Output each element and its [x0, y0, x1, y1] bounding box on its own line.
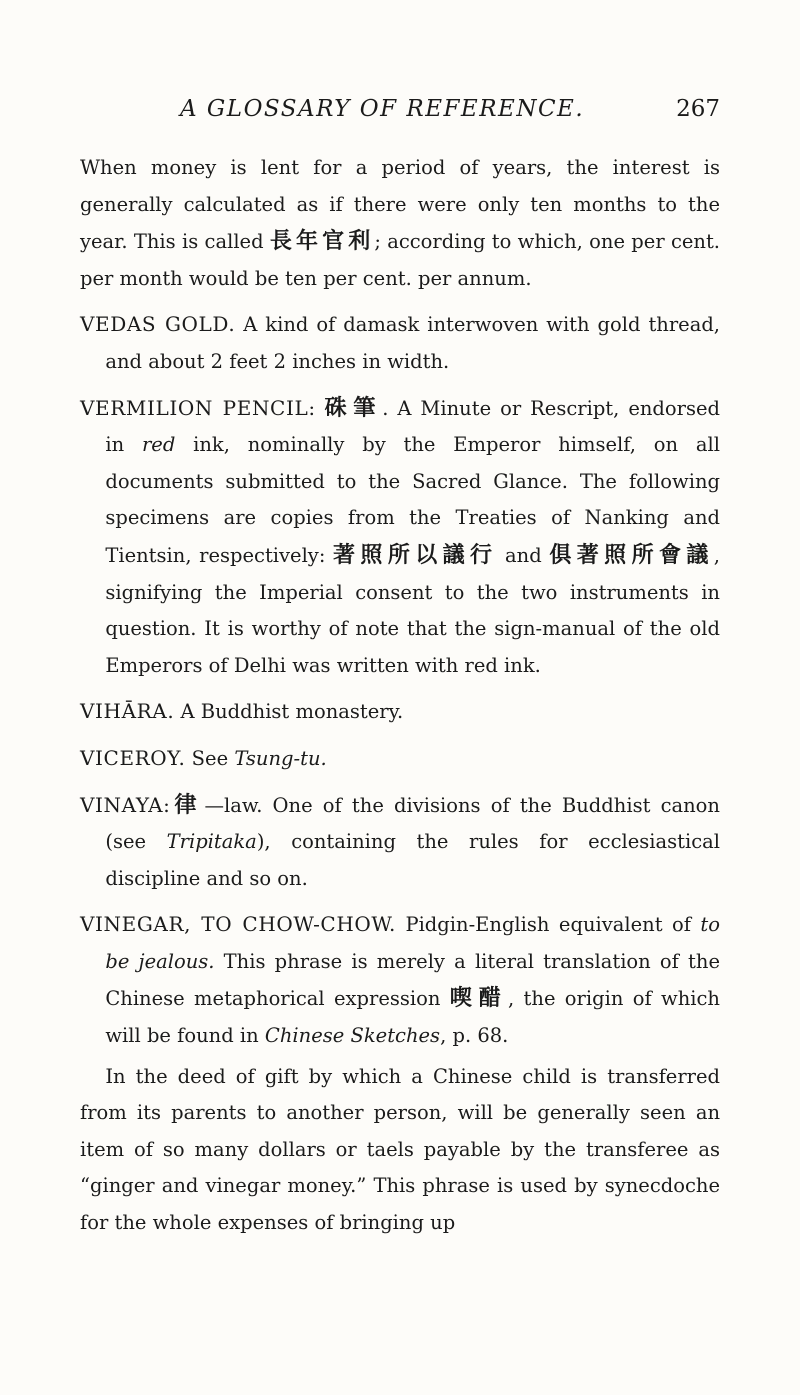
headword: VEDAS GOLD.	[80, 312, 236, 337]
italic-text: red	[141, 433, 176, 457]
page-number: 267	[676, 96, 720, 122]
chinese-characters: 長年官利	[269, 228, 375, 255]
italic-text: Tsung-tu.	[234, 746, 327, 770]
entry-vihara	[80, 693, 720, 731]
running-header	[180, 96, 720, 136]
text-run: , signifying the Imperial consent to the two instruments in question. It is worthy of note that the sign-manual of the old Emperors of Delhi was written with red ink.	[105, 543, 720, 677]
entry-vedas-gold	[80, 306, 720, 380]
entry-vinegar	[80, 906, 720, 1054]
headword: VERMILION PENCIL:	[80, 395, 316, 420]
entry-vinaya	[80, 787, 720, 898]
text-run: See	[185, 746, 235, 770]
text-run: A kind of damask interwoven with gold thread, and about 2 feet 2 inches in width.	[105, 313, 721, 373]
text-run: . A Minute or Rescript, endorsed in	[105, 396, 720, 457]
chinese-characters: 喫醋	[449, 985, 509, 1012]
text-run: This phrase is merely a literal translation of the Chinese metaphorical expression	[105, 949, 720, 1011]
headword: VINEGAR, TO CHOW-CHOW.	[80, 912, 396, 937]
text-run: In the deed of gift by which a Chinese child is transferred from its parents to another person, will be generally seen an item of so many dollars or taels payable by the transferee as “ginger and vinegar money.” This phrase is used by synecdoche for the whole expenses of bringing up	[80, 1064, 720, 1235]
italic-text: Chinese Sketches	[264, 1024, 441, 1048]
chinese-characters: 俱著照所會議	[549, 541, 714, 568]
chinese-characters: 硃筆	[324, 394, 383, 421]
entry-viceroy	[80, 740, 720, 778]
italic-text: Tripitaka	[166, 830, 257, 854]
text-run: A Buddhist monastery.	[174, 700, 404, 724]
chinese-characters: 著照所以議行	[333, 541, 498, 568]
text-run: ; according to which, one per cent. per month would be ten per cent. per annum.	[80, 230, 721, 290]
text-run: Pidgin-English equivalent of	[396, 913, 701, 937]
headword: VIHĀRA.	[80, 699, 175, 724]
italic-text: to be jealous.	[105, 913, 720, 973]
text-run: , the origin of which will be found in	[105, 987, 720, 1048]
body-text	[80, 150, 720, 1242]
paragraph-deed-of-gift	[80, 1059, 720, 1242]
text-run: —law. One of the divisions of the Buddhist canon (see	[105, 793, 720, 854]
text-run: , p. 68.	[440, 1024, 509, 1048]
text-run: ink, nominally by the Emperor himself, on all documents submitted to the Sacred Glance. The following specimens are copies from the Treaties of Nanking and Tientsin, respectively:	[105, 433, 720, 567]
paragraph-interest	[80, 150, 720, 297]
running-title: A GLOSSARY OF REFERENCE.	[180, 96, 585, 122]
headword: VINAYA:	[80, 792, 171, 817]
text-run: When money is lent for a period of years, the interest is generally calculated as if there were only ten months to the year. This is called	[80, 156, 720, 254]
text-run: ), containing the rules for ecclesiastical discipline and so on.	[105, 830, 720, 890]
headword: VICEROY.	[80, 745, 186, 770]
entry-vermilion-pencil	[80, 390, 720, 685]
text-run: and	[497, 543, 550, 567]
chinese-characters: 律	[170, 791, 205, 818]
